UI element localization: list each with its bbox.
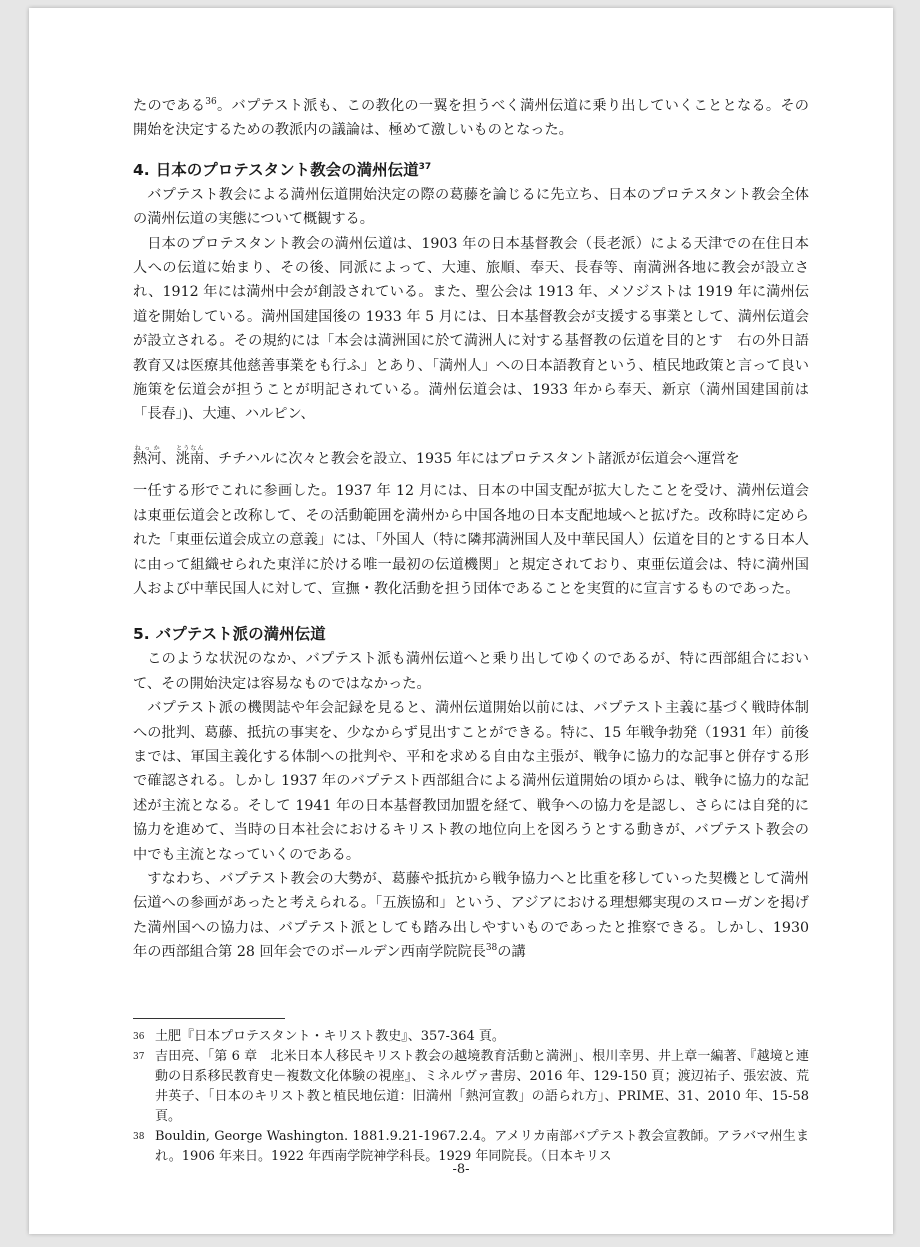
footnote-mark: 37 [133, 1052, 145, 1062]
footnote-text: 吉田亮、「第 6 章 北米日本人移民キリスト教会の越境教育活動と満洲」、根川幸男、井上章一編著、『越境と連動の日系移民教育史－複数文化体験の視座』、ミネルヴァ書房、2016 年、129-150 頁；渡辺祐子、張宏波、荒井英子、「日本のキリスト教と植民地伝道：旧満州「熱河宣教」の語られ方」、PRIME、31、2010 年、15-58 頁。 [155, 1049, 809, 1124]
footnote-ref: 36 [205, 97, 217, 107]
footnote [133, 1127, 809, 1167]
section-heading-4: 4. 日本のプロテスタント教会の満州伝道$^{37}$ [133, 160, 432, 179]
footnote-divider [133, 1018, 285, 1019]
paragraph: 一任する形でこれに参画した。1937 年 12 月には、日本の中国支配が拡大したことを受け、満州伝道会は東亜伝道会と改称して、その活動範囲を満州から中国各地の日本支配地域へと拡げた。改称時に定められた「東亜伝道会成立の意義」には、「外国人（特に隣邦満洲国人及中華民国人）伝道を目的とする日本人に由って組織せられた東洋に於ける唯一最初の伝道機関」と規定されており、東亜伝道会は、特に満州国人および中華民国人に対して、宣撫・教化活動を担う団体であることを実質的に宣言するものであった。 [133, 483, 809, 597]
paragraph: このような状況のなか、バプテスト派も満州伝道へと乗り出してゆくのであるが、特に西部組合において、その開始決定は容易なものではなかった。 [133, 651, 809, 692]
ruby-jehol: 熱河ねっか [133, 444, 162, 467]
paragraph: 日本のプロテスタント教会の満州伝道は、1903 年の日本基督教会（長老派）による天津での在住日本人への伝道に始まり、その後、同派によって、大連、旅順、奉天、長春等、南満洲各地に教会が設立され、1912 年には満州中会が創設されている。また、聖公会は 1913 年、メソジストは 1919 年に満州伝道を開始している。満州国建国後の 1933 年 5 月には、日本基督教会が支援する事業として、満州伝道会が設立される。その規約には「本会は満洲国に於て満洲人に対する基督教の伝道を目的とす 右の外日語教育又は医療其他慈善事業をも行ふ」とあり、「満州人」への日本語教育という、植民地政策と言って良い施策を伝道会が担うことが明記されている。満州伝道会は、1933 年から奉天、新京（満州国建国前は「長春」)、大連、ハルピン、 [133, 235, 809, 423]
paragraph: バプテスト派の機関誌や年会記録を見ると、満州伝道開始以前には、バプテスト主義に基づく戦時体制への批判、葛藤、抵抗の事実を、少なからず見出すことができる。特に、15 年戦争勃発（1931 年）前後までは、軍国主義化する体制への批判や、平和を求める自由な主張が、戦争に協力的な記事と併存する形で確認される。しかし 1937 年のバプテスト西部組合による満州伝道開始の頃からは、戦争に協力的な記述が主流となる。そして 1941 年の日本基督教団加盟を経て、戦争への協力を是認し、さらには自発的に協力を進めて、当時の日本社会におけるキリスト教の地位向上を図ろうとする動きが、バプテスト教会の中でも主流となっていくのである。 [133, 700, 809, 863]
section-heading-5: 5. バプテスト派の満州伝道 [133, 625, 326, 644]
footnote-mark: 36 [133, 1032, 145, 1042]
footnote-text: Bouldin, George Washington. 1881.9.21-1967.2.4。アメリカ南部バプテスト教会宣教師。アラバマ州生まれ。1906 年来日。1922 年西南学院神学科長。1929 年同院長。（日本キリス [155, 1129, 809, 1164]
paragraph-ruby-line: 熱河ねっか、洮南とうなん、チチハルに次々と教会を設立、1935 年にはプロテスタント諸派が伝道会へ運営を [133, 444, 740, 467]
footnote-ref: 38 [485, 943, 498, 954]
footnote [133, 1027, 809, 1047]
footnote [133, 1047, 809, 1127]
page-number: -8- [452, 1162, 470, 1177]
document-page [29, 8, 893, 1234]
body-text [133, 94, 809, 965]
footnote-mark: 38 [133, 1132, 145, 1142]
paragraph: たのである$^{36}$。バプテスト派も、この教化の一翼を担うべく満州伝道に乗り出していくこととなる。その開始を決定するための教派内の議論は、極めて激しいものとなった。 [133, 97, 809, 139]
footnote-text: 土肥『日本プロテスタント・キリスト教史』、357-364 頁。 [155, 1029, 505, 1044]
footnote-ref: 37 [418, 161, 432, 172]
paragraph: バプテスト教会による満州伝道開始決定の際の葛藤を論じるに先立ち、日本のプロテスタント教会全体の満州伝道の実態について概観する。 [133, 186, 809, 228]
ruby-taonan: 洮南とうなん [175, 444, 204, 467]
footnotes [133, 1027, 809, 1167]
paragraph: すなわち、バプテスト教会の大勢が、葛藤や抵抗から戦争協力へと比重を移していった契機として満州伝道への参画があったと考えられる。「五族協和」という、アジアにおける理想郷実現のスローガンを掲げた満州国への協力は、バプテスト派としても踏み出しやすいものであったと推察できる。しかし、1930 年の西部組合第 28 回年会でのボールデン西南学院院長$^{38}$の講 [133, 870, 809, 961]
